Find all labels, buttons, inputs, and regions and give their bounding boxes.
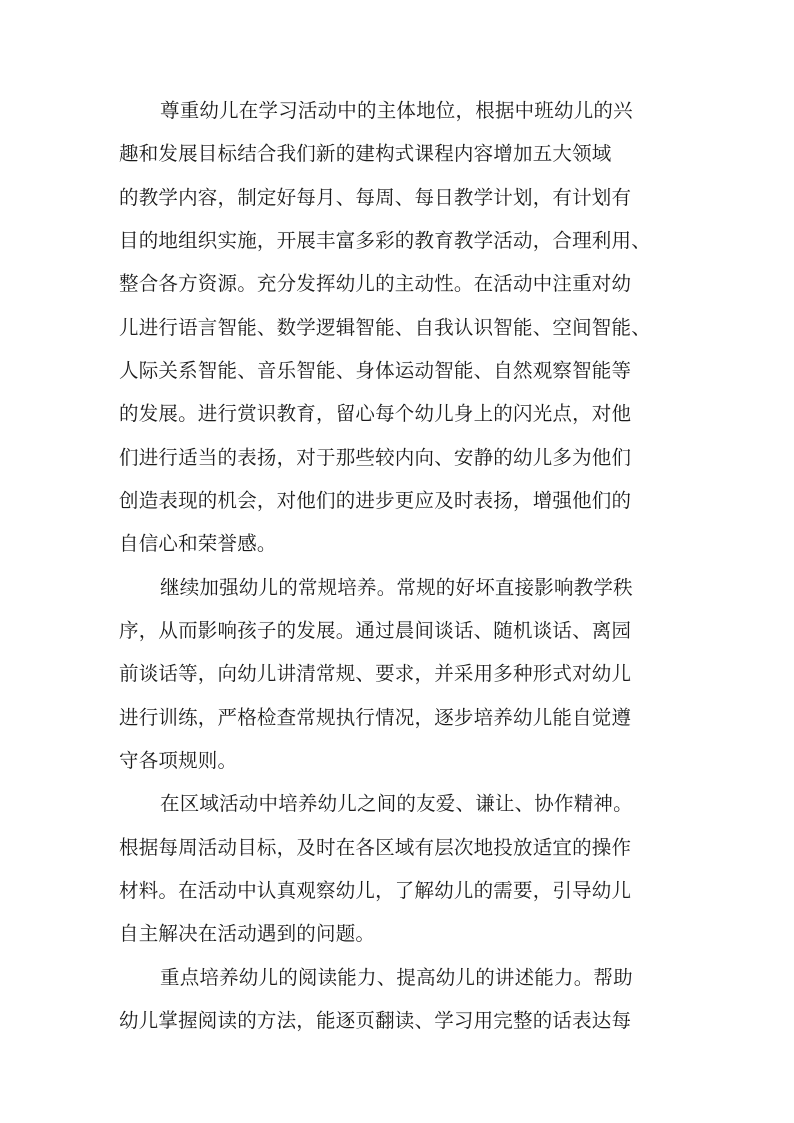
paragraph-1-line-8: 的发展。进行赏识教育，留心每个幼儿身上的闪光点，对他 (119, 402, 632, 425)
paragraph-1-line-3: 的教学内容，制定好每月、每周、每日教学计划，有计划有 (119, 186, 632, 209)
paragraph-2-line-2: 序，从而影响孩子的发展。通过晨间谈话、随机谈话、离园 (119, 619, 632, 642)
paragraph-1-line-11: 自信心和荣誉感。 (119, 532, 277, 555)
paragraph-2-line-1: 继续加强幼儿的常规培养。常规的好坏直接影响教学秩 (160, 576, 633, 599)
paragraph-2-line-3: 前谈话等，向幼儿讲清常规、要求，并采用多种形式对幼儿 (119, 662, 632, 685)
paragraph-3-line-3: 材料。在活动中认真观察幼儿，了解幼儿的需要，引导幼儿 (119, 879, 632, 902)
paragraph-3-line-2: 根据每周活动目标，及时在各区域有层次地投放适宜的操作 (119, 836, 632, 859)
paragraph-1-line-2: 趣和发展目标结合我们新的建构式课程内容增加五大领域 (119, 142, 612, 165)
paragraph-1-line-9: 们进行适当的表扬，对于那些较内向、安静的幼儿多为他们 (119, 446, 632, 469)
paragraph-3-line-4: 自主解决在活动遇到的问题。 (119, 922, 376, 945)
paragraph-1-line-6: 儿进行语言智能、数学逻辑智能、自我认识智能、空间智能、 (119, 316, 651, 339)
paragraph-2-line-4: 进行训练，严格检查常规执行情况，逐步培养幼儿能自觉遵 (119, 706, 632, 729)
paragraph-2-line-5: 守各项规则。 (119, 749, 238, 772)
paragraph-1-line-7: 人际关系智能、音乐智能、身体运动智能、自然观察智能等 (119, 359, 632, 382)
paragraph-1-line-1: 尊重幼儿在学习活动中的主体地位，根据中班幼儿的兴 (160, 99, 633, 122)
paragraph-1-line-5: 整合各方资源。充分发挥幼儿的主动性。在活动中注重对幼 (119, 272, 632, 295)
paragraph-1-line-4: 目的地组织实施，开展丰富多彩的教育教学活动，合理利用、 (119, 229, 651, 252)
paragraph-1-line-10: 创造表现的机会，对他们的进步更应及时表扬，增强他们的 (119, 489, 632, 512)
paragraph-4-line-1: 重点培养幼儿的阅读能力、提高幼儿的讲述能力。帮助 (160, 966, 633, 989)
paragraph-4-line-2: 幼儿掌握阅读的方法，能逐页翻读、学习用完整的话表达每 (119, 1009, 632, 1032)
paragraph-3-line-1: 在区域活动中培养幼儿之间的友爱、谦让、协作精神。 (160, 792, 633, 815)
